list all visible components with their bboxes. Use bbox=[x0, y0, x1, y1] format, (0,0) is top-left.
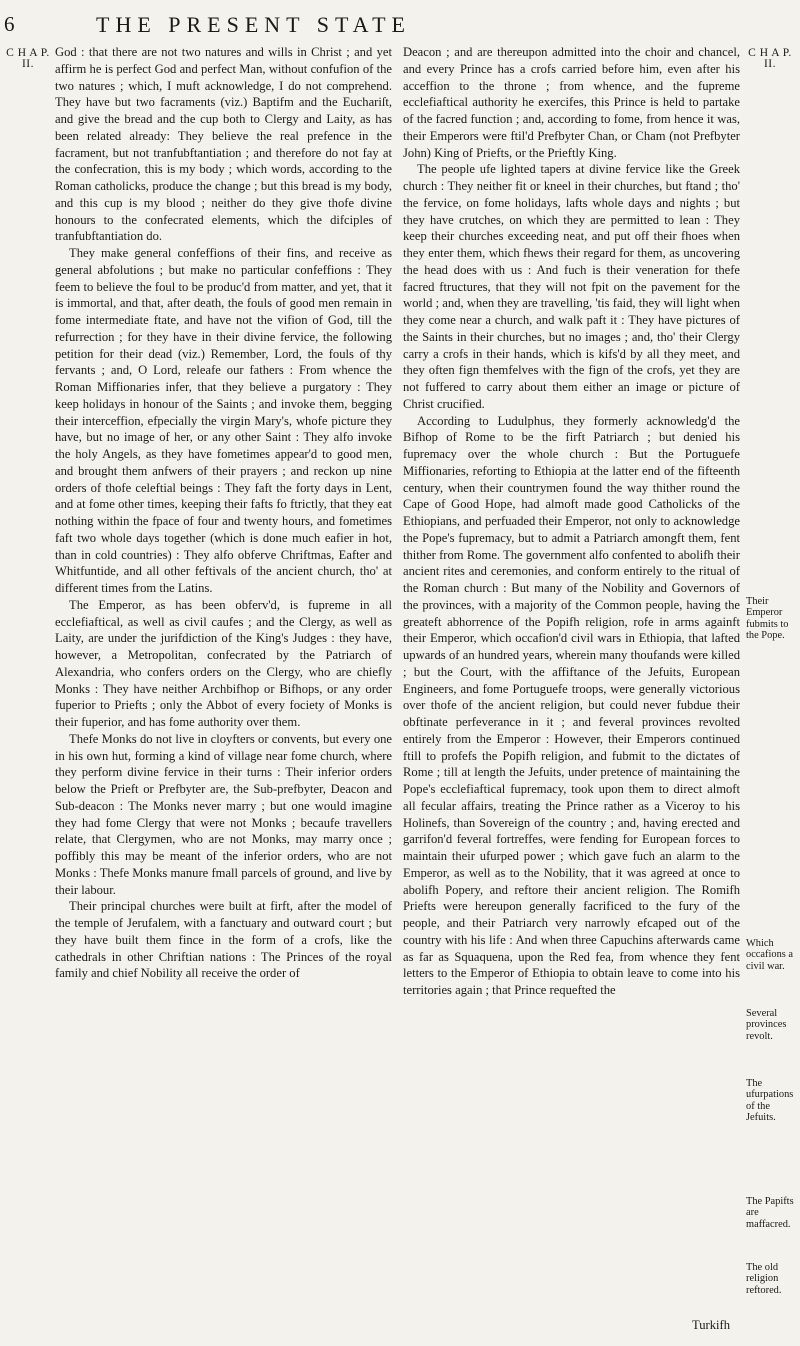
paragraph: Their principal churches were built at firft, after the model of the temple of Jerufalem, with a fanctuary and outward court ; but they have built them fince in the form of a crofs, like the cathedrals in other Chriftian nations : The Princes of the royal family and chief Nobility all receive the order of bbox=[55, 899, 392, 981]
marginal-note: The old religion reftored. bbox=[746, 1262, 782, 1296]
chapter-number: II. bbox=[763, 58, 777, 70]
marginal-note: Several provinces revolt. bbox=[746, 1008, 787, 1042]
paragraph: The Emperor, as has been obferv'd, is fupreme in all ecclefiaftical, as well as civil caufes ; and the Clergy, as well as Laity, are under the jurifdiction of the King's Judges : they have, however, a Metropolitan, confecrated by the Patriarch of Alexandria, who confers orders on the Clergy, who are chiefly Monks : They have neither Archbifhop or Bifhops, or any order fuperior to Priefts ; only the Abbot of every fociety of Monks is their fuperior, and has fome authority over them. bbox=[55, 597, 392, 729]
paragraph: According to Ludulphus, they formerly acknowledg'd the Bifhop of Rome to be the firft Patriarch ; but denied his fupremacy over the whole church : But the Portuguefe Miffionaries, reforting to Ethiopia at the latter end of the fifteenth century, when their countrymen found the way thither round the Cape of Good Hope, had almoft made good Catholicks of the Ethiopians, and perfuaded their Emperor, not only to acknowledge the Pope's fupremacy, but to admit a Patriarch amongft them, fent thither from Rome. The government alfo confented to abolifh their ancient rites and ceremonies, and conform entirely to the ritual of the Roman church : But many of the Nobility and Governors of the provinces, with a majority of the Common people, having the greateft abhorrence of the Popifh religion, rofe in arms againft their Emperor, which occafion'd civil wars in Ethiopia, that lafted upwards of an hundred years, wherein many thoufands were killed ; but the Court, with the affiftance of the Jefuits, European Engineers, and fome Portuguefe troops, were generally victorious over thofe of the ancient religion, but could never fubdue their obftinate perfeverance in it ; and feveral provinces revolted entirely from the Emperor : However, their Emperors continued ftill to profefs the Popifh religion, and fubmit to the dictates of Rome ; till at length the Jefuits, under pretence of maintaining the Pope's ecclefiaftical fupremacy, took upon them to direct almoft all fecular affairs, treating the Prince rather as a Viceroy to his Holinefs, than Sovereign of the country ; and, having erected and garrifon'd feveral fortreffes, were fending for European forces to maintain their ufurped power ; which gave fuch an alarm to the Emperor, as well as to the Nobility, that it was agreed at once to abolifh Popery, and reftore their ancient religion. The Romifh Priefts were hereupon generally facrificed to the fury of the people, and their Patriarch very narrowly efcaped out of the country with his life : And when three Capuchins afterwards came as far as Squaquena, upon the Red fea, from whence they fent letters to the Emperor of Ethiopia to obtain leave to come into his territories again ; that Prince requefted the bbox=[403, 413, 740, 997]
chapter-number: II. bbox=[21, 58, 35, 70]
right-column bbox=[403, 44, 740, 999]
chapter-marker-left bbox=[2, 48, 54, 70]
paragraph: God : that there are not two natures and wills in Christ ; and yet affirm he is perfect God and perfect Man, without confufion of the two natures ; which, I muft acknowledge, I do not comprehend. They have but two facraments (viz.) Baptifm and the Euchariſt, and give the bread and the cup both to Clergy and Laity, as has been related already: They believe the real prefence in the facrament, but not tranfubftantiation ; and therefore do not fay at the confecration, this is my body ; which words, according to the Roman catholicks, produce the change ; but this bread is my body, and this cup is my blood ; neither do they give thofe divine honours to the confecrated elements, which the difciples of tranfubftantiation do. bbox=[55, 45, 392, 244]
marginal-note: The ufurpations of the Jefuits. bbox=[746, 1078, 794, 1123]
catchword: Turkifh bbox=[691, 1318, 730, 1332]
chapter-label: C H A P. bbox=[6, 47, 50, 59]
page-header bbox=[0, 10, 800, 40]
paragraph: Deacon ; and are thereupon admitted into the choir and chancel, and every Prince has a crofs carried before him, even after his acceffion to the throne ; from whence, and the fupreme ecclefiaftical authority he exercifes, this Prince is held to partake of the facred function ; and, according to fome, from hence it was, their Emperors were ftil'd Prefbyter Chan, or Cham (not Prefbyter John) King of Priefts, or the Prieftly King. bbox=[403, 45, 740, 160]
marginal-note: The Papifts are maffacred. bbox=[746, 1196, 794, 1230]
running-title: THE PRESENT STATE bbox=[96, 12, 411, 37]
left-column bbox=[55, 44, 392, 982]
marginal-note: Their Emperor fubmits to the Pope. bbox=[746, 596, 789, 641]
marginal-note: Which occafions a civil war. bbox=[746, 938, 794, 972]
chapter-marker-right bbox=[744, 48, 796, 70]
page-number: 6 bbox=[4, 12, 15, 36]
paragraph: The people ufe lighted tapers at divine fervice like the Greek church : They neither fit or kneel in their churches, but ftand ; tho' the fervice, on fome holidays, lafts whole days and nights ; but they have crutches, on which they are permitted to lean : They keep their churches exceeding neat, and put off their fhoes when they enter them, which fhews their regard for them, as uncovering the head does with us : And fuch is their veneration for thefe facred ftructures, that they will not fpit on the pavement for the world ; and, when they are travelling, 'tis faid, they will light when they come near a church, and walk paft it : They have pictures of the Saints in their churches, but no images ; and, tho' their Clergy carry a crofs in their hands, which is kifs'd by all they meet, and they often fign themfelves with the fign of the crofs, yet they are not fuffered to carry about them either an image or picture of Christ crucified. bbox=[403, 162, 740, 411]
chapter-label: C H A P. bbox=[748, 47, 792, 59]
paragraph: Thefe Monks do not live in cloyfters or convents, but every one in his own hut, forming a kind of village near fome church, where they perform divine fervice in their turns : Their inferior orders below the Prieft or Prefbyter are, the Sub-prefbyter, Deacon and Sub-deacon : The Monks never marry ; but one would imagine they had fome Clergy that were not Monks ; becaufe travellers relate, that Clergymen, who are not Monks, may marry once ; poffibly this may be meant of the inferior orders, who are not Monks : Thefe Monks manure fmall parcels of ground, and live by their labour. bbox=[55, 731, 392, 897]
paragraph: They make general confeffions of their fins, and receive as general abfolutions ; but make no particular confeffions : They feem to believe the foul to be produc'd from matter, and yet, that it is immortal, and that, after death, the fouls of good men remain in fome intermediate ftate, and have not the vifion of God, till the refurrection ; for they have in their divine fervice, the following petition for their dead (viz.) Remember, Lord, the fouls of thy fervants ; and, O Lord, releafe our fathers : From whence the Roman Miffionaries infer, that they believe a purgatory : They keep holidays in honour of the Saints ; and invoke them, begging their interceffion, efpecially the virgin Mary's, whofe picture they have, but no image of her, or any other Saint : They alfo invoke the holy Angels, as they have fometimes appear'd to good men, and brought them anfwers of their prayers ; and reckon up nine orders of thofe celeftial beings : They faft the forty days in Lent, and at fome other times, keeping their fafts fo ftrictly, that they eat nothing within the fpace of four and twenty hours, and fometimes faft two whole days together (which is done much eafier in hot, than in cold countries) : They alfo obferve Chriftmas, Eafter and Whitfuntide, and all other feftivals of the ancient church, tho' at different times from the Latins. bbox=[55, 246, 392, 595]
